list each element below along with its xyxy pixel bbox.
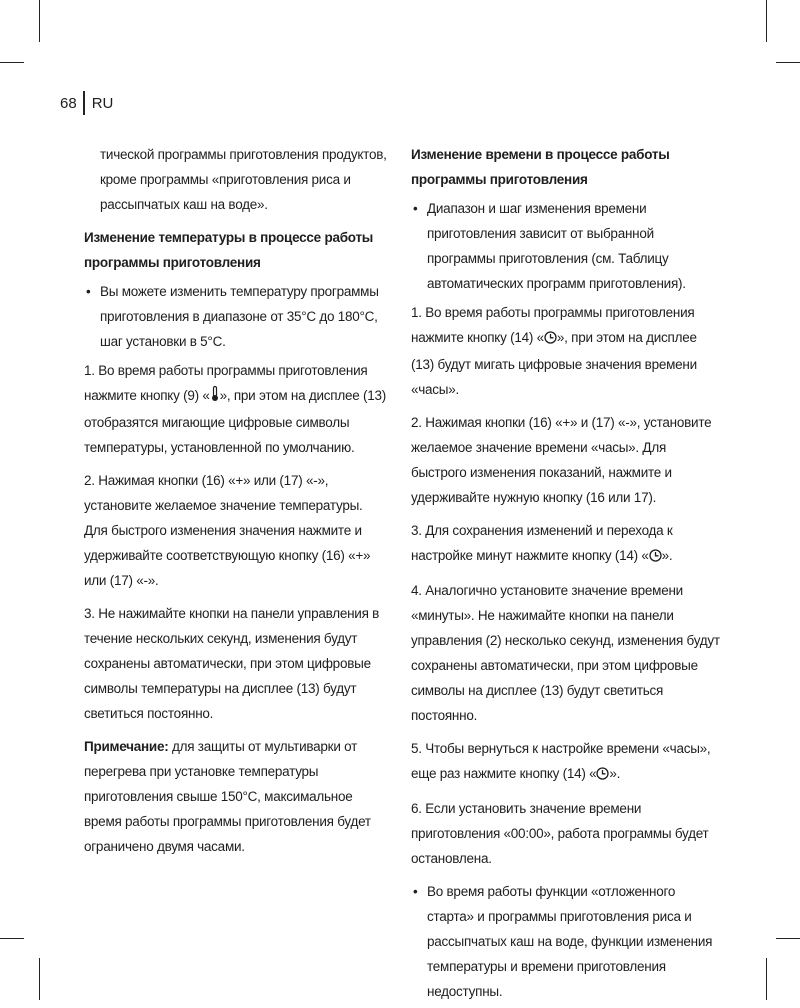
left-column <box>84 142 389 867</box>
page-number: 68 <box>60 94 77 112</box>
time-step-3: 3. Для сохранения изменений и перехода к настройке минут нажмите кнопку (14) « ». <box>411 518 723 570</box>
temp-step-1: 1. Во время работы программы приготовления нажмите кнопку (9) « », при этом на дисплее (13) отобразятся мигающие цифровые символы температуры, установленной по умолчанию. <box>84 363 386 455</box>
time-step-2: 2. Нажимая кнопки (16) «+» и (17) «-», установите желаемое значение времени «часы». Для быстрого изменения показаний, нажмите и удерживайте нужную кнопку (16 или 17). <box>411 415 712 505</box>
crop-mark <box>766 958 767 1000</box>
clock-icon <box>544 327 557 352</box>
time-step-6: 6. Если установить значение времени приготовления «00:00», работа программы будет остановлена. <box>411 801 709 866</box>
time-step-4: 4. Аналогично установите значение времени «минуты». Не нажимайте кнопки на панели управления (2) несколько секунд, изменения будут сохранены автоматически, при этом цифровые символы на дисплее (13) будут светиться постоянно. <box>411 583 720 723</box>
page-header <box>60 90 113 116</box>
temp-step-3: 3. Не нажимайте кнопки на панели управления в течение нескольких секунд, изменения будут сохранены автоматически, при этом цифровые символы температуры на дисплее (13) будут светиться постоянно. <box>84 606 380 721</box>
header-divider <box>83 91 85 115</box>
temperature-heading: Изменение температуры в процессе работы программы приготовления <box>84 230 374 270</box>
bullet-text: Вы можете изменить температуру программы приготовления в диапазоне от 35°С до 180°С, шаг установки в 5°С. <box>100 284 379 349</box>
crop-mark <box>766 0 767 42</box>
continuation-text: тической программы приготовления продуктов, кроме программы «приготовления риса и рассыпчатых каш на воде». <box>100 147 387 212</box>
time-heading: Изменение времени в процессе работы программы приготовления <box>411 147 670 187</box>
temp-step-2: 2. Нажимая кнопки (16) «+» или (17) «-», установите желаемое значение температуры. Для быстрого изменения значения нажмите и удерживайте соответствующую кнопку (16) «+» или (17) «-». <box>84 473 371 588</box>
thermometer-icon <box>210 385 220 410</box>
clock-icon <box>596 763 609 788</box>
temperature-range-bullet <box>84 279 389 354</box>
delayed-start-bullet <box>411 879 723 1004</box>
bullet-mark: • <box>413 884 418 899</box>
time-step-5: 5. Чтобы вернуться к настройке времени «часы», еще раз нажмите кнопку (14) « ». <box>411 736 723 788</box>
clock-icon <box>649 545 662 570</box>
crop-mark <box>0 938 24 939</box>
note-label: Примечание: <box>84 739 169 754</box>
note-text: для защиты от мультиварки от перегрева при установке температуры приготовления свыше 150°С, максимальное время работы программы приготовления будет ограничено двумя часами. <box>84 739 371 854</box>
bullet-mark: • <box>86 284 91 299</box>
language-label: RU <box>91 94 114 112</box>
crop-mark <box>776 938 800 939</box>
time-step-1: 1. Во время работы программы приготовления нажмите кнопку (14) « », при этом на дисплее (13) будут мигать цифровые значения времени «часы». <box>411 305 697 397</box>
crop-mark <box>0 62 24 63</box>
crop-mark <box>39 958 40 1000</box>
crop-mark <box>39 0 40 42</box>
crop-mark <box>776 62 800 63</box>
bullet-mark: • <box>413 201 418 216</box>
note <box>84 734 389 859</box>
bullet-text: Диапазон и шаг изменения времени приготовления зависит от выбранной программы приготовления (см. Таблицу автоматических программ приготовления). <box>427 201 686 291</box>
right-column <box>411 142 723 1008</box>
bullet-text: Во время работы функции «отложенного старта» и программы приготовления риса и рассыпчатых каш на воде, функции изменения температуры и времени приготовления недоступны. <box>427 884 713 999</box>
time-range-bullet <box>411 196 723 296</box>
